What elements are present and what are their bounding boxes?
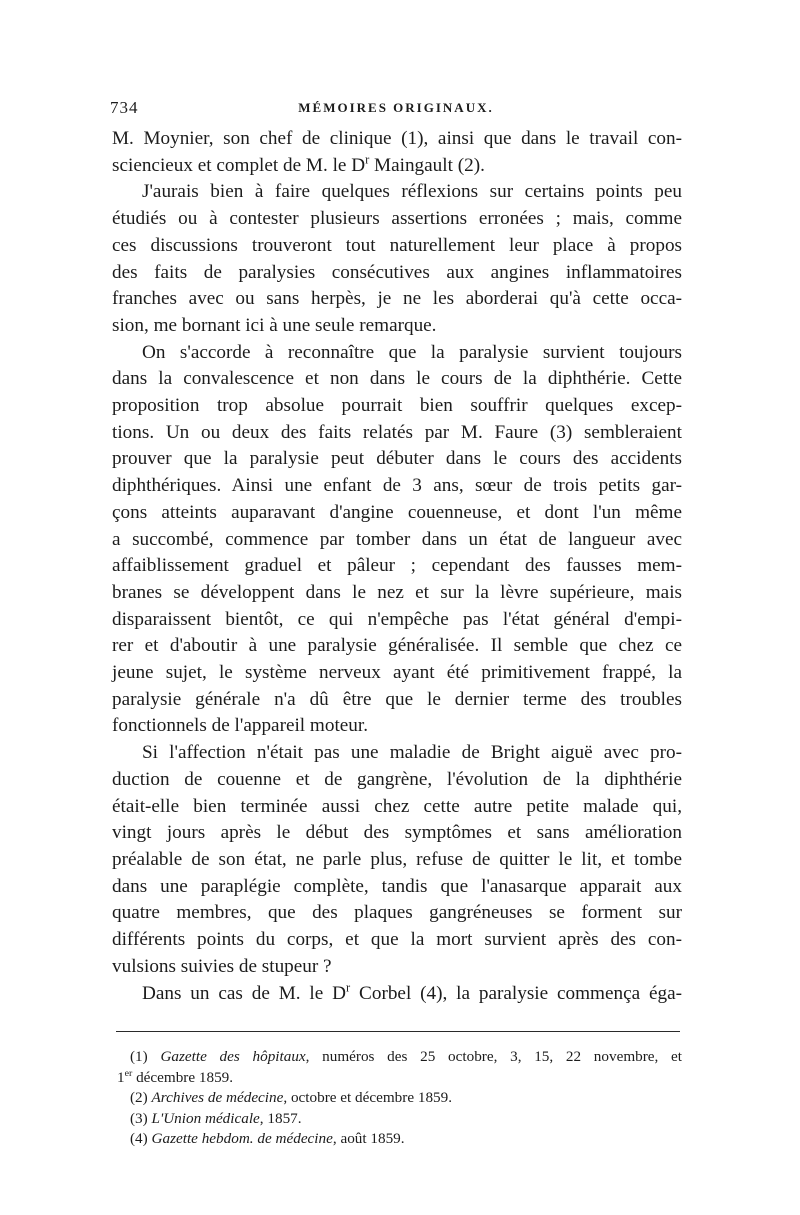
text-line: prouver que la paralysie peut débuter dans le cours des accidents (112, 448, 682, 470)
text-line: dans une paraplégie complète, tandis que l'anasarque apparait aux (112, 875, 682, 897)
superscript: er (124, 1067, 133, 1079)
footnote-text: décembre 1859. (132, 1068, 234, 1086)
text-line: proposition trop absolue pourrait bien souffrir quelques excep- (112, 395, 682, 417)
footnote-details: , octobre et décembre 1859. (283, 1089, 453, 1106)
text-line: différents points du corps, et que la mort survient après des con- (112, 929, 682, 951)
text-line: çons atteints auparavant d'angine couenneuse, et dont l'un même (112, 501, 682, 523)
footnote-details: , août 1859. (332, 1130, 405, 1147)
footnote-divider (116, 1031, 680, 1032)
text-line: tions. Un ou deux des faits relatés par M. Faure (3) sembleraient (112, 421, 682, 443)
superscript: r (365, 152, 370, 167)
text-line: sion, me bornant ici à une seule remarque. (112, 314, 437, 336)
text-line: vingt jours après le début des symptômes et sans amélioration (112, 822, 682, 844)
footnote-marker: (4) (130, 1130, 152, 1147)
footnote-marker: (1) (130, 1048, 161, 1065)
footnote-4 (130, 1129, 682, 1150)
footnote-source-title: L'Union médicale (151, 1109, 260, 1127)
text-line: affaiblissement graduel et pâleur ; cependant des fausses mem- (112, 555, 682, 577)
text-line: quatre membres, que des plaques gangréneuses se forment sur (112, 902, 682, 924)
text-segment: Dans un cas de M. le D (142, 982, 347, 1004)
superscript: r (346, 980, 351, 995)
text-line (112, 981, 682, 1008)
text-line: diphthériques. Ainsi une enfant de 3 ans, sœur de trois petits gar- (112, 475, 682, 497)
text-line: jeune sujet, le système nerveux ayant été primitivement frappé, la (112, 662, 682, 684)
text-line: branes se développent dans le nez et sur la lèvre supérieure, mais (112, 581, 682, 603)
text-line: étudiés ou à contester plusieurs assertions erronées ; mais, comme (112, 208, 682, 230)
page-number: 734 (110, 98, 139, 117)
text-line: On s'accorde à reconnaître que la paralysie survient toujours (142, 341, 682, 363)
footnote-marker: (3) (130, 1109, 152, 1127)
text-segment: Maingault (2). (369, 154, 485, 176)
text-segment: sciencieux et complet de M. le D (112, 154, 366, 176)
text-line: a succombé, commence par tomber dans un état de langueur avec (112, 528, 682, 550)
text-line: fonctionnels de l'appareil moteur. (112, 715, 369, 737)
text-line: disparaissent bientôt, ce qui n'empêche pas l'état général d'empi- (112, 608, 682, 630)
footnote-3 (130, 1109, 682, 1130)
text-line: paralysie générale n'a dû être que le dernier terme des troubles (112, 688, 682, 710)
text-line (112, 153, 682, 180)
footnote-1-continuation (117, 1068, 682, 1089)
footnote-1 (130, 1047, 682, 1068)
text-line: franches avec ou sans herpès, je ne les aborderai qu'à cette occa- (112, 288, 682, 310)
text-line: des faits de paralysies consécutives aux angines inflammatoires (112, 261, 682, 283)
text-line: J'aurais bien à faire quelques réflexions sur certains points peu (142, 181, 682, 203)
footnote-2 (130, 1088, 682, 1109)
footnote-details: , numéros des 25 octobre, 3, 15, 22 novembre, et (305, 1048, 682, 1065)
footnote-details: , 1857. (259, 1109, 302, 1127)
page-header (110, 98, 682, 124)
text-segment: Corbel (4), la paralysie commença éga- (359, 982, 683, 1004)
footnote-marker: (2) (130, 1089, 152, 1106)
running-title: MÉMOIRES ORIGINAUX. (298, 100, 494, 115)
footnote-source-title: Archives de médecine (151, 1089, 284, 1106)
footnotes (117, 1047, 682, 1150)
text-line: vulsions suivies de stupeur ? (112, 955, 332, 977)
text-line: dans la convalescence et non dans le cours de la diphthérie. Cette (112, 368, 682, 390)
text-line: préalable de son état, ne parle plus, refuse de quitter le lit, et tombe (112, 848, 682, 870)
footnote-source-title: Gazette hebdom. de médecine (151, 1130, 333, 1147)
text-line: Si l'affection n'était pas une maladie de Bright aiguë avec pro- (142, 742, 682, 764)
text-line: M. Moynier, son chef de clinique (1), ainsi que dans le travail con- (112, 128, 682, 149)
text-line: duction de couenne et de gangrène, l'évolution de la diphthérie (112, 768, 682, 790)
body-text (112, 126, 682, 1007)
text-line: ces discussions trouveront tout naturellement leur place à propos (112, 234, 682, 256)
footnote-text: 1 (117, 1068, 125, 1086)
text-line: rer et d'aboutir à une paralysie généralisée. Il semble que chez ce (112, 635, 682, 657)
footnote-source-title: Gazette des hôpitaux (160, 1048, 306, 1065)
text-line: était-elle bien terminée aussi chez cette autre petite malade qui, (112, 795, 682, 817)
